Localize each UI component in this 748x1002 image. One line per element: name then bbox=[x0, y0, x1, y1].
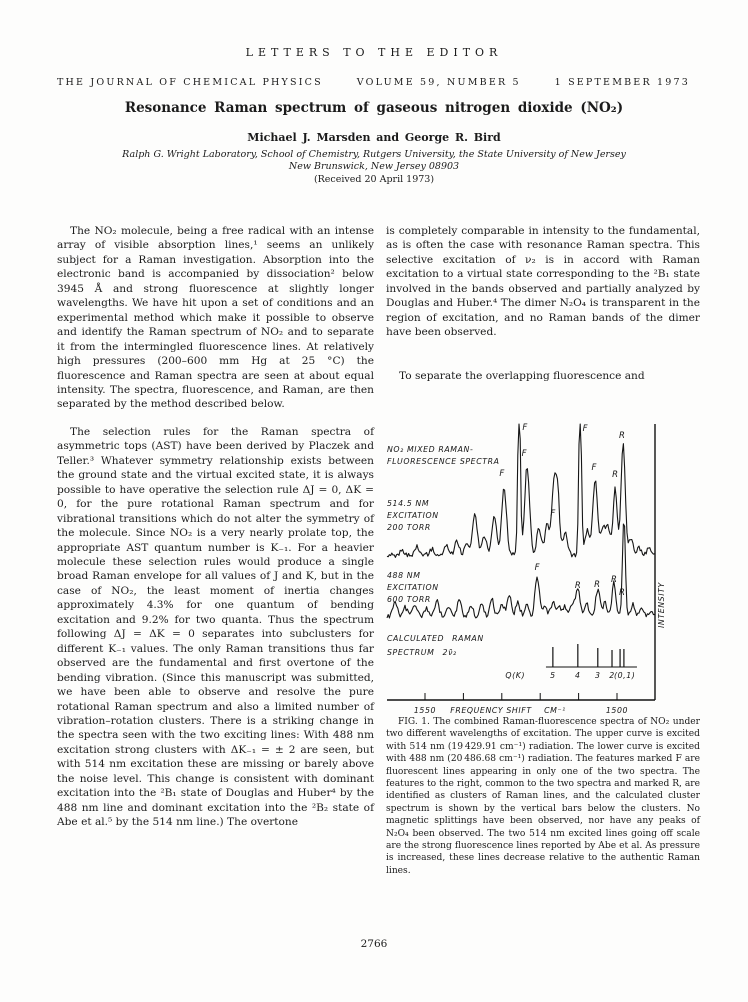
svg-text:F: F bbox=[522, 423, 528, 433]
svg-text:F: F bbox=[534, 563, 540, 573]
svg-text:R: R bbox=[619, 588, 625, 598]
figure-label-514nm-pressure: 200 TORR bbox=[387, 523, 431, 532]
body-paragraph-4: To separate the overlapping fluorescence and bbox=[399, 370, 645, 382]
figure-label-mixed-spectra-line2: FLUORESCENCE SPECTRA bbox=[387, 457, 500, 466]
figure-caption: FIG. 1. The combined Raman-fluorescence spectra of NO₂ under two different wavelengths of excitation. The upper curve is excited with 514 nm (19 429.91 cm⁻¹) radiation. The lower curve is excited with 488 nm (20 486.68 cm⁻¹) radiation. The features marked F are fluorescent lines appearing in only one of the two spectra. The features to the right, common to the two spectra and marked R, are identified as clusters of Raman lines, and the calculated cluster spectrum is shown by the vertical bars below the clusters. No magnetic splittings have been observed, nor have any peaks of N₂O₄ been observed. The two 514 nm excited lines going off scale are the strong fluorescence lines reported by Abe et al. As pressure is increased, these lines decrease relative to the authentic Raman lines. bbox=[386, 717, 700, 876]
figure-label-calculated-line2: SPECTRUM 2ν̄₂ bbox=[387, 648, 457, 657]
journal-date: 1 SEPTEMBER 1973 bbox=[554, 77, 690, 88]
svg-text:R: R bbox=[574, 581, 581, 591]
journal-volume: VOLUME 59, NUMBER 5 bbox=[356, 77, 521, 88]
svg-text:1500: 1500 bbox=[605, 706, 629, 715]
svg-text:CM⁻¹: CM⁻¹ bbox=[544, 706, 566, 715]
svg-text:F: F bbox=[521, 449, 527, 459]
left-column bbox=[57, 224, 374, 830]
svg-text:Q(K): Q(K) bbox=[505, 671, 526, 680]
article-authors: Michael J. Marsden and George R. Bird bbox=[247, 131, 501, 144]
journal-name: THE JOURNAL OF CHEMICAL PHYSICS bbox=[57, 77, 323, 88]
svg-text:F: F bbox=[499, 469, 505, 479]
svg-text:F: F bbox=[550, 509, 556, 519]
article-affiliation-line1: Ralph G. Wright Laboratory, School of Chemistry, Rutgers University, the State University of New Jersey bbox=[122, 149, 626, 160]
svg-text:(0,1): (0,1) bbox=[613, 671, 636, 680]
section-header: LETTERS TO THE EDITOR bbox=[245, 46, 503, 59]
figure-label-mixed-spectra-line1: NO₂ MIXED RAMAN- bbox=[387, 445, 474, 454]
figure-label-calculated-line1: CALCULATED RAMAN bbox=[387, 634, 484, 643]
figure-label-514nm: 514.5 NM bbox=[387, 499, 430, 508]
svg-text:R: R bbox=[610, 575, 617, 585]
body-paragraph-2: The selection rules for the Raman spectra of asymmetric tops (AST) have been derived by Placzek and Teller.³ Whatever symmetry relationship exists between the ground state and the virtual excited state, it is always possible to have operative the selection rule ΔJ = 0, ΔK = 0, for the pure rotational Raman spectrum and for vibrational transitions which do not alter the symmetry of the molecule. Since NO₂ is a very nearly prolate top, the appropriate AST quantum number is K₋₁. For a heavier molecule these selection rules would produce a single broad Raman envelope for all values of J and K, but in the case of NO₂, the least moment of inertia changes approximately 4.3% for one quantum of bending excitation and 9.2% for two quanta. Thus the spectrum following ΔJ = ΔK = 0 separates into subclusters for different K₋₁ values. The only Raman transitions thus far observed are the fundamental and first overtone of the bending vibration. (Since this manuscript was submitted, we have been able to observe and resolve the pure rotational Raman spectrum and also a limited number of vibration–rotation clusters. There is a striking change in the spectra seen with the two exciting lines: With 488 nm excitation strong clusters with ΔK₋₁ = ± 2 are seen, but with 514 nm excitation these are missing or barely above the noise level. This change is consistent with dominant excitation into the ²B₁ state of Douglas and Huber⁴ by the 488 nm line and dominant excitation into the ²B₂ state of Abe et al.⁵ by the 514 nm line.) The overtone bbox=[57, 425, 374, 829]
page-number: 2766 bbox=[360, 938, 388, 950]
svg-text:4: 4 bbox=[575, 671, 581, 680]
article-affiliation-line2: New Brunswick, New Jersey 08903 bbox=[288, 161, 460, 172]
figure-label-488nm-excitation: EXCITATION bbox=[387, 583, 439, 592]
svg-text:F: F bbox=[591, 463, 597, 473]
article-received-date: (Received 20 April 1973) bbox=[313, 174, 435, 185]
journal-line bbox=[57, 77, 690, 88]
svg-text:R: R bbox=[594, 580, 600, 590]
svg-text:2: 2 bbox=[609, 671, 615, 680]
article-title: Resonance Raman spectrum of gaseous nitrogen dioxide (NO₂) bbox=[124, 100, 624, 116]
svg-text:FREQUENCY SHIFT: FREQUENCY SHIFT bbox=[450, 706, 532, 715]
figure-label-488nm: 488 NM bbox=[387, 571, 421, 580]
svg-text:R: R bbox=[612, 470, 619, 480]
body-paragraph-1: The NO₂ molecule, being a free radical with an intense array of visible absorption lines,¹ seems an unlikely subject for a Raman investigation. Absorption into the electronic band is accompanied by dissociation² below 3945 Å and strong fluorescence at slightly longer wavelengths. We have hit upon a set of conditions and an experimental method which make it possible to observe and identify the Raman spectrum of NO₂ and to separate it from the intermingled fluorescence lines. At relatively high pressures (200–600 mm Hg at 25 °C) the fluorescence and Raman spectra are seen at about equal intensity. The spectra, fluorescence, and Raman, are then separated by the method described below. bbox=[57, 225, 374, 411]
body-paragraph-3: is completely comparable in intensity to the fundamental, as is often the case with resonance Raman spectra. This selective excitation of ν₂ is in accord with Raman excitation to a virtual state corresponding to the ²B₁ state involved in the bands observed and partially analyzed by Douglas and Huber.⁴ The dimer N₂O₄ is transparent in the region of excitation, and no Raman bands of the dimer have been observed. bbox=[386, 225, 700, 339]
figure-label-488nm-pressure: 600 TORR bbox=[387, 595, 431, 604]
svg-text:1550: 1550 bbox=[413, 706, 437, 715]
right-column bbox=[386, 224, 700, 944]
svg-text:R: R bbox=[619, 431, 625, 441]
svg-text:INTENSITY: INTENSITY bbox=[657, 582, 666, 628]
figure-label-514nm-excitation: EXCITATION bbox=[387, 511, 439, 520]
figure-1 bbox=[387, 410, 697, 722]
svg-text:F: F bbox=[582, 424, 588, 434]
svg-text:3: 3 bbox=[595, 671, 601, 680]
svg-text:5: 5 bbox=[550, 671, 556, 680]
